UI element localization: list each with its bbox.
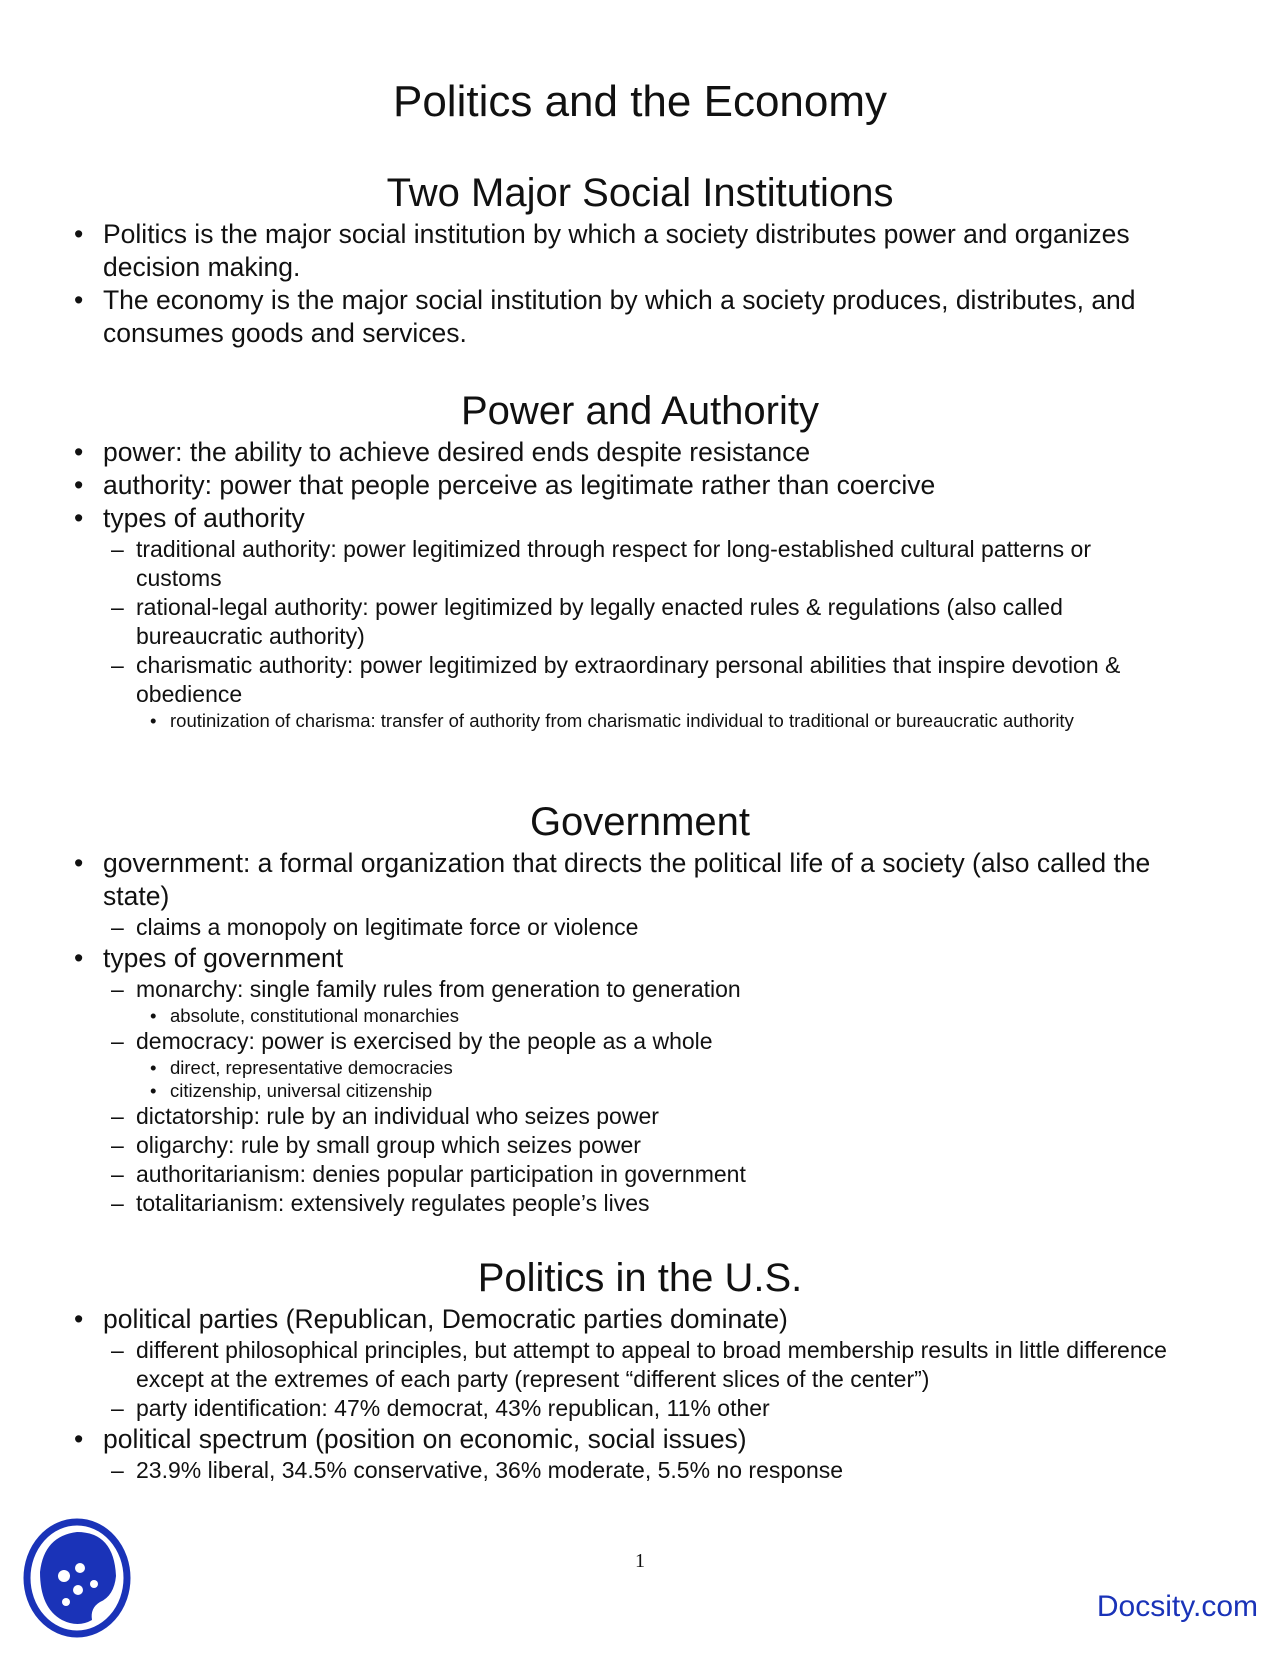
section-social-institutions — [0, 168, 1280, 350]
page-number: 1 — [635, 1550, 645, 1572]
sub-bullet-item: – democracy: power is exercised by the people as a whole — [0, 1027, 1280, 1056]
section-politics-us — [0, 1253, 1280, 1485]
sub-bullet-item: – monarchy: single family rules from generation to generation — [0, 975, 1280, 1004]
sub-bullet-item: – oligarchy: rule by small group which seizes power — [0, 1131, 1280, 1160]
sub-sub-bullet-item: • direct, representative democracies — [0, 1056, 1280, 1079]
sub-sub-bullet-item: • absolute, constitutional monarchies — [0, 1004, 1280, 1027]
bullet-item: • political spectrum (position on economic, social issues) — [0, 1423, 1280, 1456]
bullet-item: • power: the ability to achieve desired ends despite resistance — [0, 436, 1280, 469]
bullet-item: • Politics is the major social institution by which a society distributes power and organizes decision making. — [0, 218, 1280, 284]
sub-bullet-item: – dictatorship: rule by an individual who seizes power — [0, 1102, 1280, 1131]
section-government — [0, 797, 1280, 1218]
bullet-item: • authority: power that people perceive as legitimate rather than coercive — [0, 469, 1280, 502]
sub-bullet-item: – different philosophical principles, but attempt to appeal to broad membership results in little difference except at the extremes of each party (represent “different slices of the center”) — [0, 1336, 1280, 1394]
sub-sub-bullet-item: • citizenship, universal citizenship — [0, 1079, 1280, 1102]
section-heading: Politics in the U.S. — [477, 1256, 803, 1300]
sub-bullet-item: – 23.9% liberal, 34.5% conservative, 36% moderate, 5.5% no response — [0, 1456, 1280, 1485]
sub-bullet-item: – party identification: 47% democrat, 43% republican, 11% other — [0, 1394, 1280, 1423]
bullet-item: • types of government — [0, 942, 1280, 975]
bullet-list — [0, 1303, 1280, 1485]
section-heading: Two Major Social Institutions — [386, 171, 894, 215]
bullet-list — [0, 218, 1280, 350]
section-heading: Government — [529, 800, 751, 844]
sub-bullet-item: – claims a monopoly on legitimate force or violence — [0, 913, 1280, 942]
section-heading: Power and Authority — [461, 389, 819, 433]
bullet-item: • types of authority — [0, 502, 1280, 535]
section-power-authority — [0, 386, 1280, 732]
brand-link[interactable]: Docsity.com — [1096, 1590, 1258, 1623]
sub-bullet-item: – rational-legal authority: power legitimized by legally enacted rules & regulations (also called bureaucratic authority) — [0, 593, 1280, 651]
bullet-item: • political parties (Republican, Democratic parties dominate) — [0, 1303, 1280, 1336]
docsity-logo-icon[interactable] — [22, 1516, 132, 1640]
sub-bullet-item: – charismatic authority: power legitimized by extraordinary personal abilities that inspire devotion & obedience — [0, 651, 1280, 709]
document-title: Politics and the Economy — [392, 77, 888, 126]
bullet-list — [0, 847, 1280, 1218]
bullet-item: • government: a formal organization that directs the political life of a society (also called the state) — [0, 847, 1280, 913]
sub-bullet-item: – totalitarianism: extensively regulates people’s lives — [0, 1189, 1280, 1218]
bullet-item: • The economy is the major social institution by which a society produces, distributes, and consumes goods and services. — [0, 284, 1280, 350]
sub-sub-bullet-item: • routinization of charisma: transfer of authority from charismatic individual to traditional or bureaucratic authority — [0, 709, 1280, 732]
sub-bullet-item: – authoritarianism: denies popular participation in government — [0, 1160, 1280, 1189]
sub-bullet-item: – traditional authority: power legitimized through respect for long-established cultural patterns or customs — [0, 535, 1280, 593]
bullet-list — [0, 436, 1280, 732]
